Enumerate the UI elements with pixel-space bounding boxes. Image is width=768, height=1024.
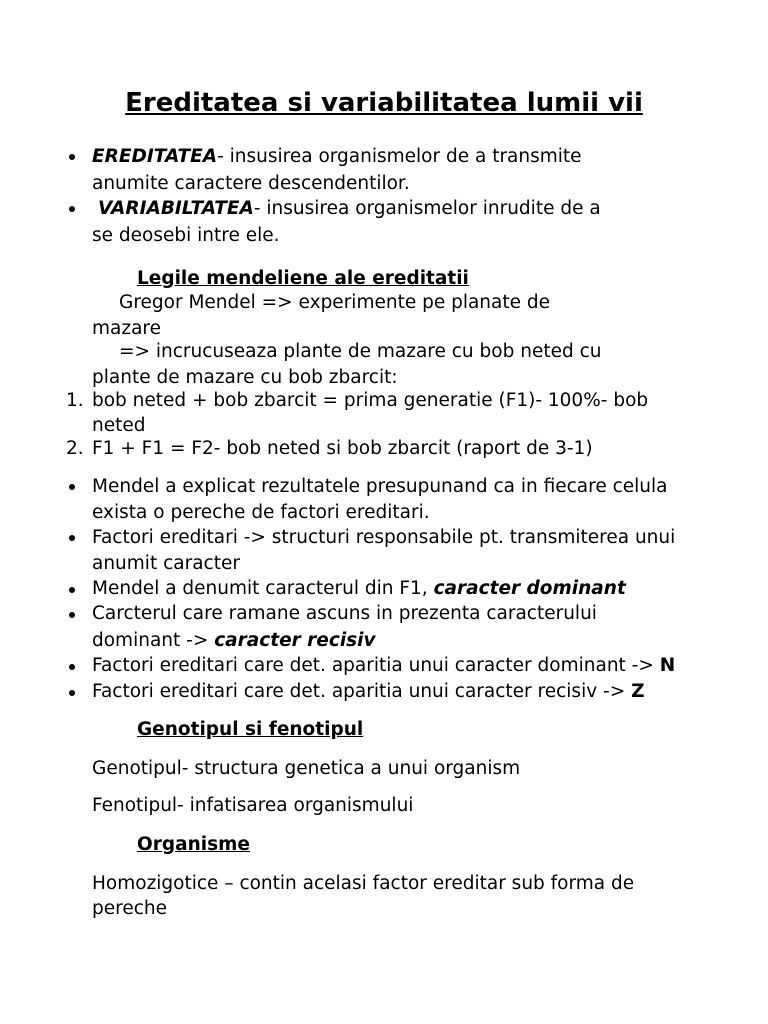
section-heading-organisme: Organisme	[137, 834, 250, 855]
symbol-z: Z	[631, 681, 645, 702]
bullet-text-continuation: exista o pereche de factori ereditari.	[92, 502, 430, 523]
genotip-definition: Genotipul- structura genetica a unui organism	[92, 758, 521, 779]
definition-ereditatea	[92, 144, 582, 170]
bullet-text-plain: Factori ereditari care det. aparitia unui caracter dominant ->	[92, 655, 660, 676]
emphasis-caracter-recisiv: caracter recisiv	[214, 630, 376, 651]
bullet-dot	[69, 587, 75, 593]
bullet-text	[92, 576, 626, 602]
bullet-dot	[69, 206, 75, 212]
bullet-dot	[69, 664, 75, 670]
paragraph-line: mazare	[92, 318, 161, 339]
definition-continuation: se deosebi intre ele.	[92, 225, 280, 246]
bullet-text-continuation: anumit caracter	[92, 553, 240, 574]
list-number: 1.	[66, 390, 84, 411]
fenotip-definition: Fenotipul- infatisarea organismului	[92, 795, 414, 816]
bullet-dot	[69, 690, 75, 696]
bullet-dot	[69, 612, 75, 618]
page-title: Ereditatea si variabilitatea lumii vii	[125, 88, 643, 118]
paragraph-line: plante de mazare cu bob zbarcit:	[92, 367, 398, 388]
bullet-dot	[69, 154, 75, 160]
bullet-text: Factori ereditari -> structuri responsabile pt. transmiterea unui	[92, 527, 676, 548]
bullet-text: Mendel a explicat rezultatele presupunand ca in fiecare celula	[92, 476, 668, 497]
paragraph-line: => incrucuseaza plante de mazare cu bob neted cu	[119, 341, 602, 362]
emphasis-caracter-dominant: caracter dominant	[433, 578, 626, 599]
paragraph-line: Gregor Mendel => experimente pe planate de	[119, 292, 551, 313]
list-item-continuation: neted	[92, 415, 146, 436]
bullet-text-continuation	[92, 628, 376, 654]
definition-text: - insusirea organismelor de a transmite	[217, 146, 582, 167]
definition-continuation: anumite caractere descendentilor.	[92, 173, 410, 194]
bullet-text: Carcterul care ramane ascuns in prezenta caracterului	[92, 603, 597, 624]
homozigotice-definition: Homozigotice – contin acelasi factor ereditar sub forma de	[92, 873, 635, 894]
bullet-text-plain: Mendel a denumit caracterul din F1,	[92, 578, 434, 599]
bullet-text	[92, 653, 675, 679]
term-variabilitatea: VARIABILTATEA	[98, 198, 254, 219]
section-heading-genotip: Genotipul si fenotipul	[137, 719, 364, 740]
bullet-dot	[69, 484, 75, 490]
list-item: F1 + F1 = F2- bob neted si bob zbarcit (raport de 3-1)	[92, 438, 593, 459]
definition-text: - insusirea organismelor inrudite de a	[253, 198, 601, 219]
bullet-dot	[69, 535, 75, 541]
bullet-text	[92, 679, 645, 705]
bullet-text-plain: dominant ->	[92, 630, 215, 651]
term-ereditatea: EREDITATEA	[92, 146, 218, 167]
list-number: 2.	[66, 438, 84, 459]
section-heading-mendel: Legile mendeliene ale ereditatii	[137, 268, 469, 289]
symbol-n: N	[659, 655, 676, 676]
definition-variabilitatea	[98, 196, 601, 222]
list-item: bob neted + bob zbarcit = prima generatie (F1)- 100%- bob	[92, 390, 649, 411]
homozigotice-continuation: pereche	[92, 898, 167, 919]
bullet-text-plain: Factori ereditari care det. aparitia unui caracter recisiv ->	[92, 681, 632, 702]
